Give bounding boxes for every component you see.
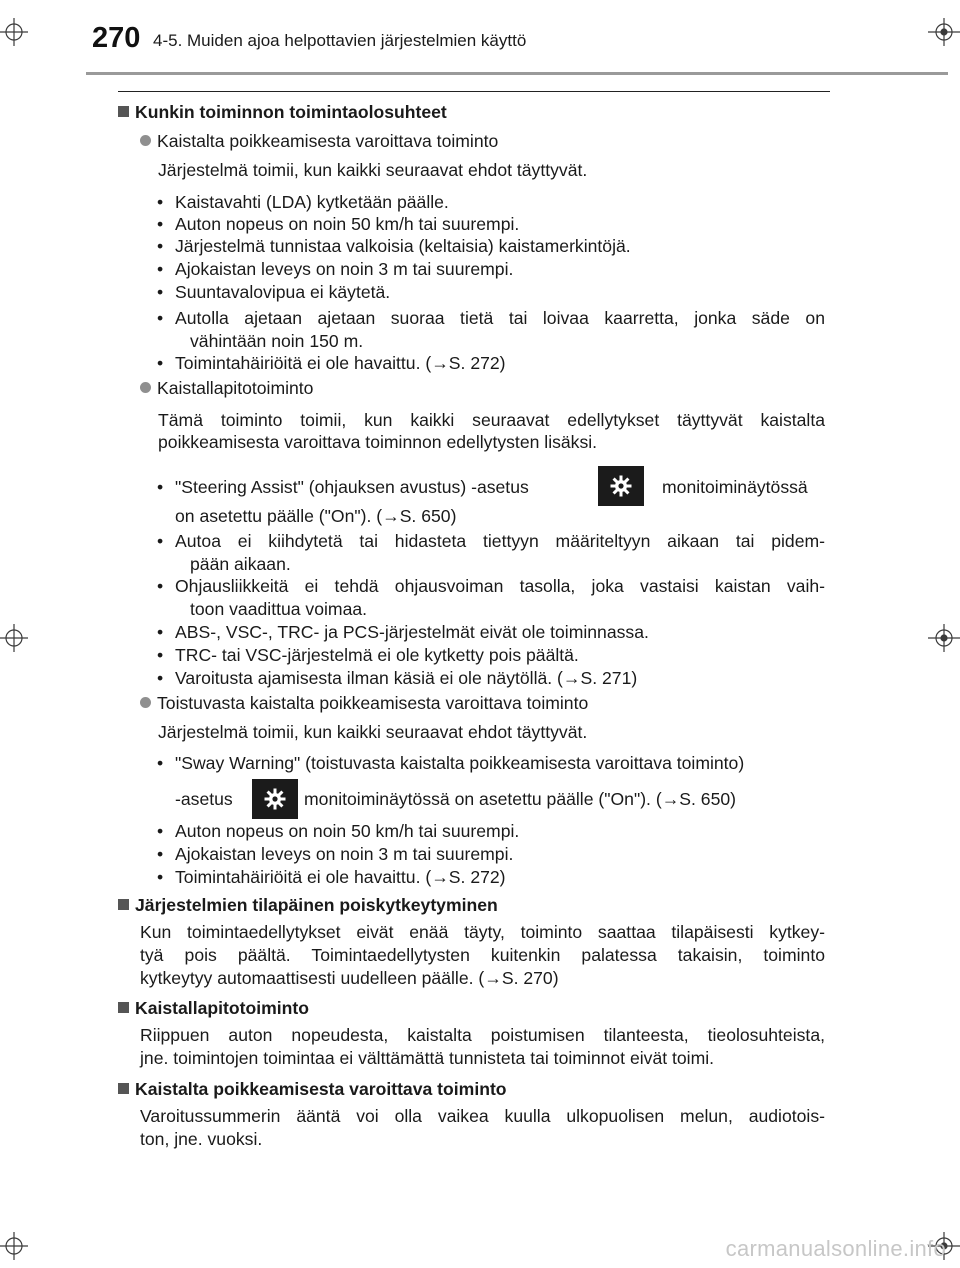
bullet-dot: • — [157, 531, 164, 551]
bullet-dot: • — [157, 192, 164, 212]
bullet-dot: • — [157, 821, 164, 841]
section-heading-temporary-disable: Järjestelmien tilapäinen poiskytkeytyminen — [118, 894, 498, 916]
square-bullet-icon — [118, 106, 129, 117]
list-item: Suuntavalovipua ei käytetä. — [175, 282, 391, 302]
section-heading-lane-keep: Kaistallapitotoiminto — [118, 997, 309, 1019]
crop-mark-bottom-left — [0, 1232, 30, 1262]
list-item: Varoitusta ajamisesta ilman käsiä ei ole näytöllä. (→S. 271) — [175, 668, 638, 688]
list-item-continuation: on asetettu päälle ("On"). (→S. 650) — [175, 506, 457, 526]
list-item: Autoa ei kiihdytetä tai hidasteta tiettyyn määriteltyyn aikaan tai pidem- — [175, 531, 825, 551]
bullet-dot: • — [157, 645, 164, 665]
watermark-logo: carmanualsonline.info — [725, 1236, 946, 1261]
square-bullet-icon — [118, 1002, 129, 1013]
bullet-dot: • — [157, 668, 164, 688]
paragraph: ton, jne. vuoksi. — [140, 1129, 263, 1149]
paragraph: Kun toimintaedellytykset eivät enää täyty, toiminto saattaa tilapäisesti kytkey- — [140, 922, 825, 942]
bullet-dot: • — [157, 353, 164, 373]
settings-gear-icon — [598, 466, 644, 506]
paragraph: tyä pois päältä. Toimintaedellytysten kuitenkin palatessa takaisin, toiminto — [140, 945, 825, 965]
bullet-dot: • — [157, 308, 164, 328]
settings-gear-icon — [252, 779, 298, 819]
bullet-dot: • — [157, 622, 164, 642]
circle-bullet-icon — [140, 135, 151, 146]
bullet-dot: • — [157, 867, 164, 887]
list-item: Järjestelmä tunnistaa valkoisia (keltaisia) kaistamerkintöjä. — [175, 236, 631, 256]
bullet-dot: • — [157, 214, 164, 234]
paragraph: Tämä toiminto toimii, kun kaikki seuraavat edellytykset täyttyvät kaistalta — [158, 410, 825, 430]
list-item: Ohjausliikkeitä ei tehdä ohjausvoiman tasolla, joka vastaisi kaistan vaih- — [175, 576, 825, 596]
subsection-title-lane-keep: Kaistallapitotoiminto — [140, 377, 313, 399]
crop-mark-mid-right — [928, 624, 960, 654]
bullet-dot: • — [157, 477, 164, 497]
list-item: Autolla ajetaan ajetaan suoraa tietä tai loivaa kaarretta, jonka säde on — [175, 308, 825, 328]
circle-bullet-icon — [140, 382, 151, 393]
section-rule — [118, 91, 830, 92]
list-item: Kaistavahti (LDA) kytketään päälle. — [175, 192, 449, 212]
square-bullet-icon — [118, 899, 129, 910]
list-item: "Steering Assist" (ohjauksen avustus) -asetus — [175, 477, 529, 497]
list-item: Ajokaistan leveys on noin 3 m tai suurempi. — [175, 844, 514, 864]
chapter-title: 4-5. Muiden ajoa helpottavien järjestelmien käyttö — [153, 31, 527, 50]
list-item-continuation: -asetus — [175, 789, 233, 809]
section-heading-conditions: Kunkin toiminnon toimintaolosuhteet — [118, 101, 447, 123]
bullet-dot: • — [157, 576, 164, 596]
square-bullet-icon — [118, 1083, 129, 1094]
paragraph: Varoitussummerin ääntä voi olla vaikea kuulla ulkopuolisen melun, audiotois- — [140, 1106, 825, 1126]
circle-bullet-icon — [140, 697, 151, 708]
paragraph: poikkeamisesta varoittava toiminnon edellytysten lisäksi. — [158, 432, 598, 452]
paragraph: Riippuen auton nopeudesta, kaistalta poistumisen tilanteesta, tieolosuhteista, — [140, 1025, 825, 1045]
list-item-continuation: toon vaadittua voimaa. — [190, 599, 368, 619]
paragraph: Järjestelmä toimii, kun kaikki seuraavat ehdot täyttyvät. — [158, 722, 588, 742]
bullet-dot: • — [157, 282, 164, 302]
bullet-dot: • — [157, 259, 164, 279]
paragraph: Järjestelmä toimii, kun kaikki seuraavat ehdot täyttyvät. — [158, 160, 588, 180]
list-item: Toimintahäiriöitä ei ole havaittu. (→S. 272) — [175, 353, 506, 373]
page-number: 270 — [92, 22, 141, 54]
list-item-continuation: vähintään noin 150 m. — [190, 331, 364, 351]
list-item: Auton nopeus on noin 50 km/h tai suurempi. — [175, 214, 520, 234]
bullet-dot: • — [157, 753, 164, 773]
list-item-continuation: pään aikaan. — [190, 554, 291, 574]
list-item: Toimintahäiriöitä ei ole havaittu. (→S. 272) — [175, 867, 506, 887]
list-item: ABS-, VSC-, TRC- ja PCS-järjestelmät eivät ole toiminnassa. — [175, 622, 649, 642]
list-item-continuation: monitoiminäytössä on asetettu päälle ("On"). (→S. 650) — [304, 789, 737, 809]
crop-mark-top-left — [0, 18, 30, 48]
bullet-dot: • — [157, 844, 164, 864]
list-item: Ajokaistan leveys on noin 3 m tai suurempi. — [175, 259, 514, 279]
section-heading-lane-departure-warning: Kaistalta poikkeamisesta varoittava toiminto — [118, 1078, 507, 1100]
subsection-title-sway-warning: Toistuvasta kaistalta poikkeamisesta varoittava toiminto — [140, 692, 588, 714]
bullet-dot: • — [157, 236, 164, 256]
list-item: monitoiminäytössä — [662, 477, 808, 497]
subsection-title-lda: Kaistalta poikkeamisesta varoittava toiminto — [140, 130, 498, 152]
list-item: Auton nopeus on noin 50 km/h tai suurempi. — [175, 821, 520, 841]
crop-mark-mid-left — [0, 624, 30, 654]
crop-mark-top-right — [928, 18, 960, 48]
list-item: TRC- tai VSC-järjestelmä ei ole kytketty pois päältä. — [175, 645, 579, 665]
list-item: "Sway Warning" (toistuvasta kaistalta poikkeamisesta varoittava toiminto) — [175, 753, 745, 773]
paragraph: jne. toimintojen toimintaa ei välttämättä tunnisteta tai toiminnot eivät toimi. — [140, 1048, 715, 1068]
paragraph: kytkeytyy automaattisesti uudelleen päälle. (→S. 270) — [140, 968, 559, 988]
header-rule — [86, 72, 948, 75]
